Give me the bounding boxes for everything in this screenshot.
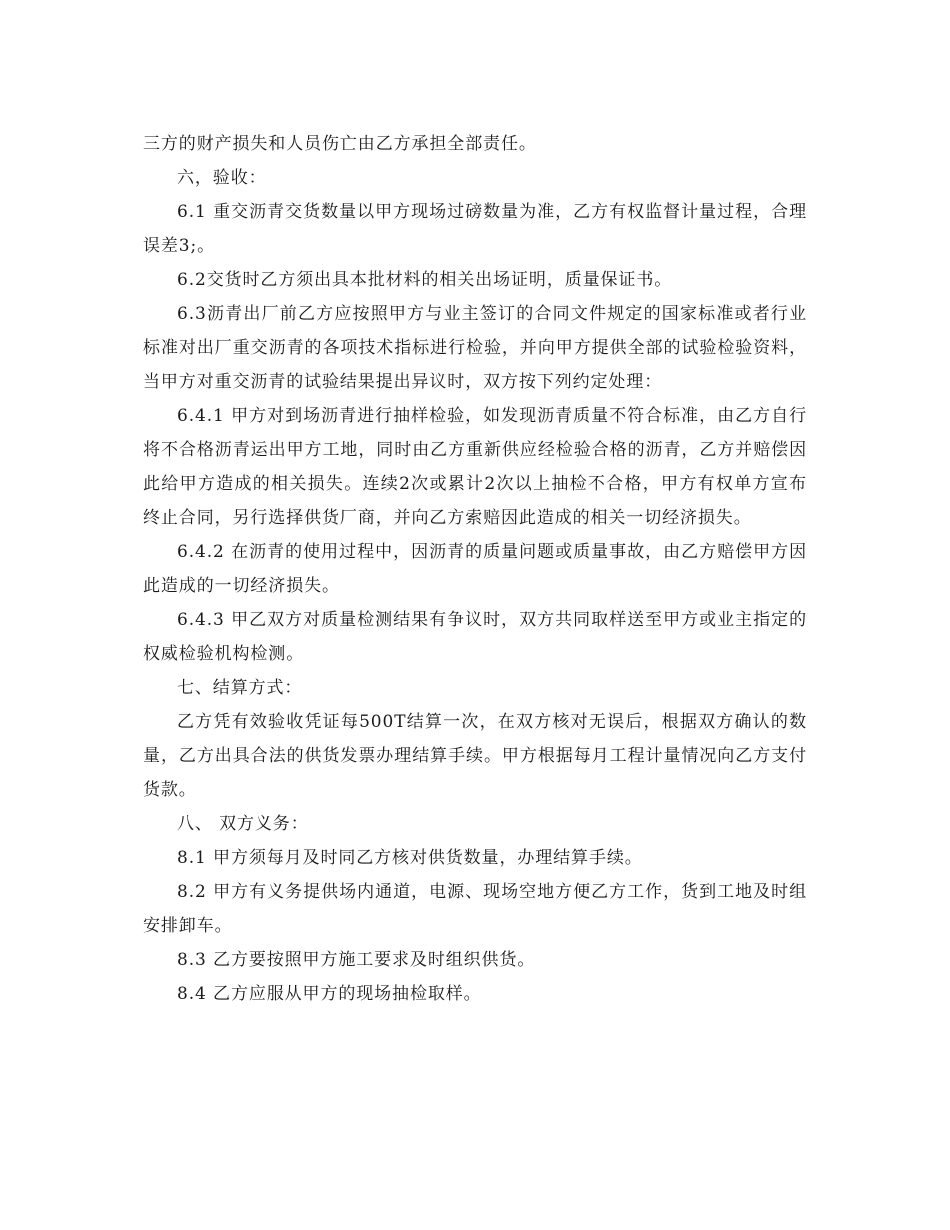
section-heading-obligations: 八、 双方义务： (177, 814, 309, 834)
clause-6-4-1: 6.4.1 甲方对到场沥青进行抽样检验，如发现沥青质量不符合标准，由乙方自行将不合格沥青运出甲方工地，同时由乙方重新供应经检验合格的沥青，乙方并赔偿因此给甲方造成的相关损失。连续2次或累计2次以上抽检不合格，甲方有权单方宣布终止合同，另行选择供货厂商，并向乙方索赔因此造成的相关一切经济损失。 (143, 406, 807, 528)
clause-8-2: 8.2 甲方有义务提供场内通道，电源、现场空地方便乙方工作，货到工地及时组安排卸车。 (143, 882, 807, 936)
clause-6-4-3: 6.4.3 甲乙双方对质量检测结果有争议时，双方共同取样送至甲方或业主指定的权威检验机构检测。 (143, 610, 807, 664)
paragraph-liability-continuation: 三方的财产损失和人员伤亡由乙方承担全部责任。 (143, 134, 537, 154)
clause-6-2: 6.2交货时乙方须出具本批材料的相关出场证明，质量保证书。 (177, 270, 673, 290)
clause-6-4-2: 6.4.2 在沥青的使用过程中，因沥青的质量问题或质量事故，由乙方赔偿甲方因此造成的一切经济损失。 (143, 542, 807, 596)
clause-6-1: 6.1 重交沥青交货数量以甲方现场过磅数量为准，乙方有权监督计量过程，合理误差3;。 (143, 202, 807, 256)
settlement-terms: 乙方凭有效验收凭证每500T结算一次，在双方核对无误后，根据双方确认的数量，乙方出具合法的供货发票办理结算手续。甲方根据每月工程计量情况向乙方支付货款。 (143, 712, 807, 800)
clause-8-3: 8.3 乙方要按照甲方施工要求及时组织供货。 (177, 950, 536, 970)
clause-8-4: 8.4 乙方应服从甲方的现场抽检取样。 (177, 984, 482, 1004)
section-heading-acceptance: 六，验收： (177, 168, 267, 188)
clause-6-3: 6.3沥青出厂前乙方应按照甲方与业主签订的合同文件规定的国家标准或者行业标准对出厂重交沥青的各项技术指标进行检验，并向甲方提供全部的试验检验资料，当甲方对重交沥青的试验结果提出异议时，双方按下列约定处理： (143, 304, 807, 392)
section-heading-settlement: 七、结算方式： (177, 678, 303, 698)
document-body (143, 127, 807, 1011)
clause-8-1: 8.1 甲方须每月及时同乙方核对供货数量，办理结算手续。 (177, 848, 643, 868)
